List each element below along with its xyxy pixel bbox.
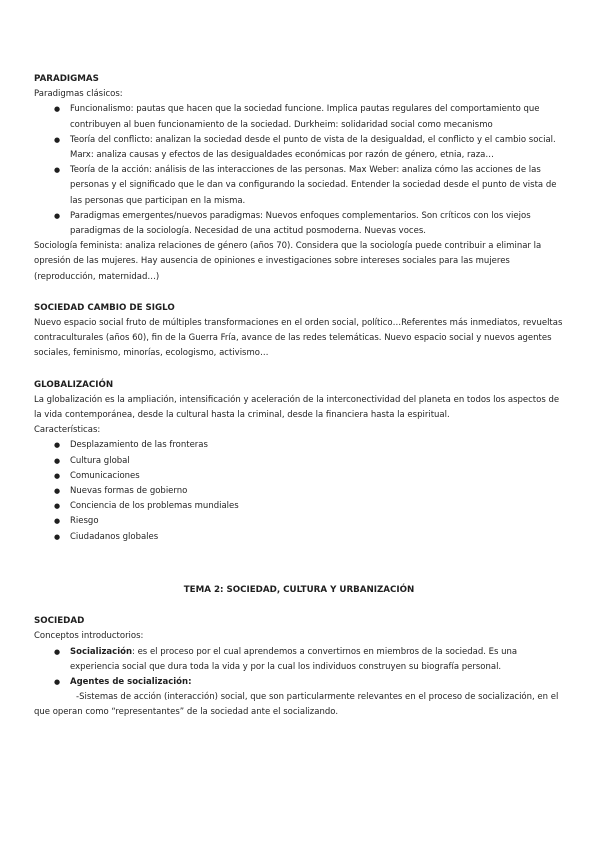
heading-sociedad-cambio: SOCIEDAD CAMBIO DE SIGLO — [34, 302, 175, 313]
tema-title: TEMA 2: SOCIEDAD, CULTURA Y URBANIZACIÓN — [183, 584, 415, 595]
agentes-text: -Sistemas de acción (interacción) social, que son particularmente relevantes en el proceso de socialización, en el que operan como “representantes” de la sociedad ante el socializando. — [34, 692, 559, 718]
list-item: ● Nuevas formas de gobierno — [70, 484, 564, 499]
sociedad-cambio-body: Nuevo espacio social fruto de múltiples transformaciones en el orden social, político…Referentes más inmediatos, revueltas contraculturales (años 60), fin de la Guerra Fría, avance de las redes telemáticas. Nuevo espacio social y nuevos agentes sociales, feminismo, minorías, ecologismo, activismo… — [34, 318, 563, 359]
list-item: ● Funcionalismo: pautas que hacen que la sociedad funcione. Implica pautas regulares del comportamiento que contribuyen al buen funcionamiento de la sociedad. Durkheim: solidaridad social como mecanismo — [70, 102, 564, 132]
list-item — [70, 675, 564, 690]
globalizacion-body: La globalización es la ampliación, intensificación y aceleración de la interconectividad del planeta en todos los aspectos de la vida contemporánea, desde la cultural hasta la criminal, desde la financiera hasta la espiritual. — [34, 394, 560, 421]
socializacion-term: Socialización — [70, 646, 133, 657]
list-item: ● Teoría del conflicto: analizan la sociedad desde el punto de vista de la desigualdad, el conflicto y el cambio social. Marx: analiza causas y efectos de las desigualdades económicas por razón de género, etnia, raza… — [70, 133, 564, 163]
list-item — [70, 645, 564, 675]
sociedad-list — [34, 645, 564, 691]
sociedad-intro: Conceptos introductorios: — [34, 631, 144, 642]
list-item: ● Cultura global — [70, 454, 564, 469]
paradigmas-list — [34, 102, 564, 239]
globalizacion-list — [34, 438, 564, 544]
paradigmas-closing: Sociología feminista: analiza relaciones de género (años 70). Considera que la sociología puede contribuir a eliminar la opresión de las mujeres. Hay ausencia de opiniones e investigaciones sobre intereses sociales para las mujeres (reproducción, maternidad…) — [34, 241, 542, 282]
globalizacion-intro: Características: — [34, 425, 101, 436]
heading-globalizacion: GLOBALIZACIÓN — [34, 379, 114, 390]
list-item: ● Desplazamiento de las fronteras — [70, 438, 564, 453]
spacer — [34, 362, 564, 378]
list-item: ● Conciencia de los problemas mundiales — [70, 499, 564, 514]
paradigmas-intro: Paradigmas clásicos: — [34, 89, 123, 100]
list-item: ● Riesgo — [70, 514, 564, 529]
list-item: ● Paradigmas emergentes/nuevos paradigmas: Nuevos enfoques complementarios. Son críticos con los viejos paradigmas de la sociología. Necesidad de una actitud posmoderna. Nuevas voces. — [70, 209, 564, 239]
spacer — [34, 598, 564, 614]
list-item: ● Comunicaciones — [70, 469, 564, 484]
heading-sociedad: SOCIEDAD — [34, 616, 85, 627]
list-item: ● Ciudadanos globales — [70, 530, 564, 545]
spacer — [34, 545, 564, 583]
list-item: ● Teoría de la acción: análisis de las interacciones de las personas. Max Weber: analiza cómo las acciones de las personas y el significado que le dan va configurando la sociedad. Entender la sociedad desde el punto de vista de las personas que participan en la misma. — [70, 163, 564, 209]
spacer — [34, 285, 564, 301]
agentes-term: Agentes de socialización: — [70, 676, 192, 687]
heading-paradigmas: PARADIGMAS — [34, 74, 99, 84]
socializacion-text: : es el proceso por el cual aprendemos a convertirnos en miembros de la sociedad. Es una experiencia social que dura toda la vida y por la cual los individuos construyen su biografía personal. — [70, 646, 518, 672]
